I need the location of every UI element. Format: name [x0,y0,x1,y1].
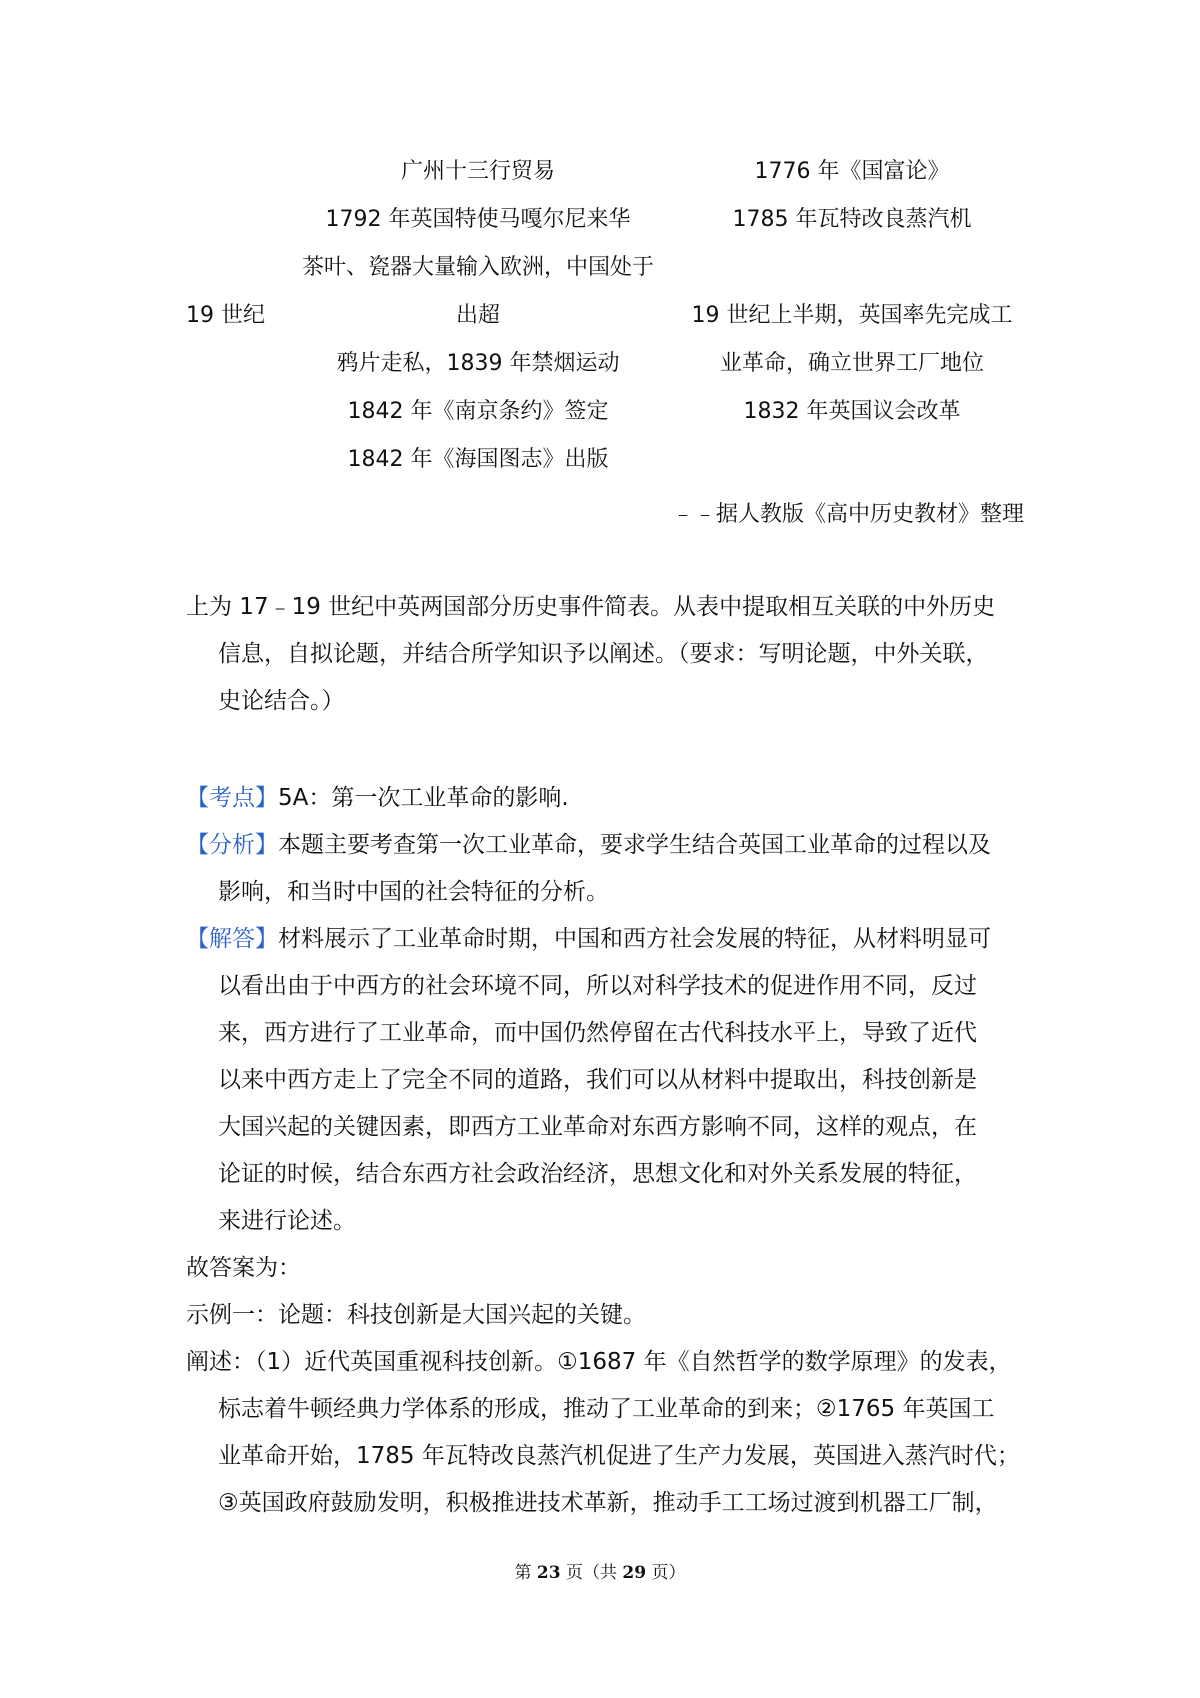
question-line: 上为 17﹣19 世纪中英两国部分历史事件简表。从表中提取相互关联的中外历史 [186,594,996,620]
britain-event-4: 1832 年英国议会改革 [743,399,961,424]
example-one-thesis: 示例一：论题：科技创新是大国兴起的关键。 [186,1302,646,1328]
kaodian-tag: 【考点】 [186,785,278,811]
question-line: 史论结合。） [218,688,345,714]
footer-middle: 页（共 [560,1563,623,1583]
question-text [186,584,1026,725]
answer-intro: 故答案为： [186,1255,301,1281]
china-event-5: 1842 年《南京条约》签定 [347,399,609,424]
china-event-3: 茶叶、瓷器大量输入欧洲，中国处于 [301,255,655,280]
china-event-6: 1842 年《海国图志》出版 [347,447,609,472]
jieda-line: 来，西方进行了工业革命，而中国仍然停留在古代科技水平上，导致了近代 [218,1020,977,1046]
footer-prefix: 第 [514,1563,537,1583]
elaboration-line: 阐述：（1）近代英国重视科技创新。①1687 年《自然哲学的数学原理》的发表， [186,1349,1012,1375]
jieda-line: 来进行论述。 [218,1208,356,1234]
jieda-line: 大国兴起的关键因素，即西方工业革命对东西方影响不同，这样的观点，在 [218,1114,977,1140]
china-event-2: 1792 年英国特使马嘎尔尼来华 [325,207,631,232]
jieda-section [186,916,1026,1245]
row-label-19th-century: 19 世纪 [186,303,265,328]
jieda-line: 以来中西方走上了完全不同的道路，我们可以从材料中提取出，科技创新是 [218,1067,977,1093]
elaboration-line: ③英国政府鼓励发明，积极推进技术革新，推动手工工场过渡到机器工厂制， [218,1490,998,1516]
britain-event-3-cont: 业革命，确立世界工厂地位 [719,351,985,376]
fenxi-tag: 【分析】 [186,832,278,858]
source-note: ﹣﹣据人教版《高中历史教材》整理 [671,502,1024,527]
fenxi-line: 本题主要考查第一次工业革命，要求学生结合英国工业革命的过程以及 [278,832,991,858]
jieda-tag: 【解答】 [186,926,278,952]
jieda-line: 论证的时候，结合东西方社会政治经济，思想文化和对外关系发展的特征， [218,1161,977,1187]
britain-event-1: 1776 年《国富论》 [754,159,950,184]
answer-section [186,1245,1026,1527]
china-event-4: 鸦片走私，1839 年禁烟运动 [336,351,620,376]
elaboration-line: 标志着牛顿经典力学体系的形成，推动了工业革命的到来；②1765 年英国工 [218,1396,995,1422]
china-event-3-cont: 出超 [455,303,501,328]
elaboration-line: 业革命开始，1785 年瓦特改良蒸汽机促进了生产力发展，英国进入蒸汽时代； [218,1443,1020,1469]
britain-event-3: 19 世纪上半期，英国率先完成工 [691,303,1013,328]
jieda-line: 以看出由于中西方的社会环境不同，所以对科学技术的促进作用不同，反过 [218,973,977,999]
kaodian-section [186,775,1026,822]
china-event-1: 广州十三行贸易 [400,159,556,184]
fenxi-line: 影响，和当时中国的社会特征的分析。 [218,879,609,905]
question-line: 信息，自拟论题，并结合所学知识予以阐述。（要求：写明论题，中外关联， [218,641,989,667]
jieda-line: 材料展示了工业革命时期，中国和西方社会发展的特征，从材料明显可 [278,926,991,952]
total-pages: 29 [622,1563,647,1583]
page-footer [515,1561,686,1585]
britain-event-2: 1785 年瓦特改良蒸汽机 [732,207,972,232]
kaodian-text: 5A：第一次工业革命的影响. [278,785,569,811]
fenxi-section [186,822,1026,916]
page-number: 23 [536,1563,561,1583]
footer-suffix: 页） [646,1563,686,1583]
